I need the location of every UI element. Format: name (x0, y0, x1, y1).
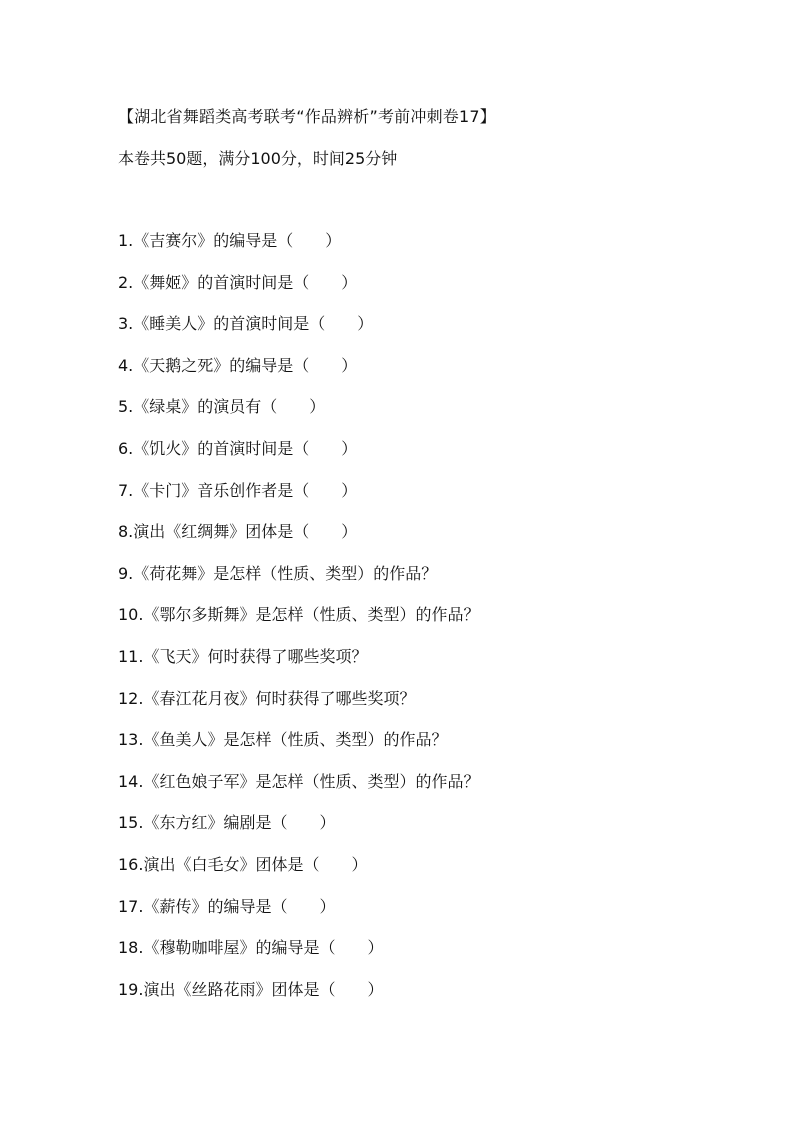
question-item: 4.《天鹅之死》的编导是（ ） (118, 355, 358, 375)
question-item: 15.《东方红》编剧是（ ） (118, 813, 336, 833)
question-item: 2.《舞姬》的首演时间是（ ） (118, 272, 358, 292)
question-item: 18.《穆勒咖啡屋》的编导是（ ） (118, 938, 384, 958)
question-item: 19.演出《丝路花雨》团体是（ ） (118, 979, 384, 999)
question-item: 8.演出《红绸舞》团体是（ ） (118, 522, 358, 542)
question-item: 17.《薪传》的编导是（ ） (118, 896, 336, 916)
question-item: 5.《绿桌》的演员有（ ） (118, 397, 326, 417)
question-list (118, 230, 479, 1020)
question-item: 9.《荷花舞》是怎样（性质、类型）的作品？ (118, 563, 438, 583)
question-item: 12.《春江花月夜》何时获得了哪些奖项？ (118, 688, 416, 708)
question-item: 6.《饥火》的首演时间是（ ） (118, 438, 358, 458)
question-item: 3.《睡美人》的首演时间是（ ） (118, 314, 374, 334)
question-item: 16.演出《白毛女》团体是（ ） (118, 854, 368, 874)
exam-info: 本卷共50题，满分100分，时间25分钟 (118, 149, 398, 168)
question-item: 10.《鄂尔多斯舞》是怎样（性质、类型）的作品？ (118, 605, 480, 625)
question-item: 7.《卡门》音乐创作者是（ ） (118, 480, 358, 500)
question-item: 1.《吉赛尔》的编导是（ ） (118, 231, 342, 250)
question-item: 14.《红色娘子军》是怎样（性质、类型）的作品？ (118, 771, 480, 791)
question-item: 11.《飞天》何时获得了哪些奖项？ (118, 646, 368, 666)
question-item: 13.《鱼美人》是怎样（性质、类型）的作品？ (118, 730, 448, 750)
document-title: 【湖北省舞蹈类高考联考“作品辨析”考前冲刺卷17】 (118, 107, 496, 126)
